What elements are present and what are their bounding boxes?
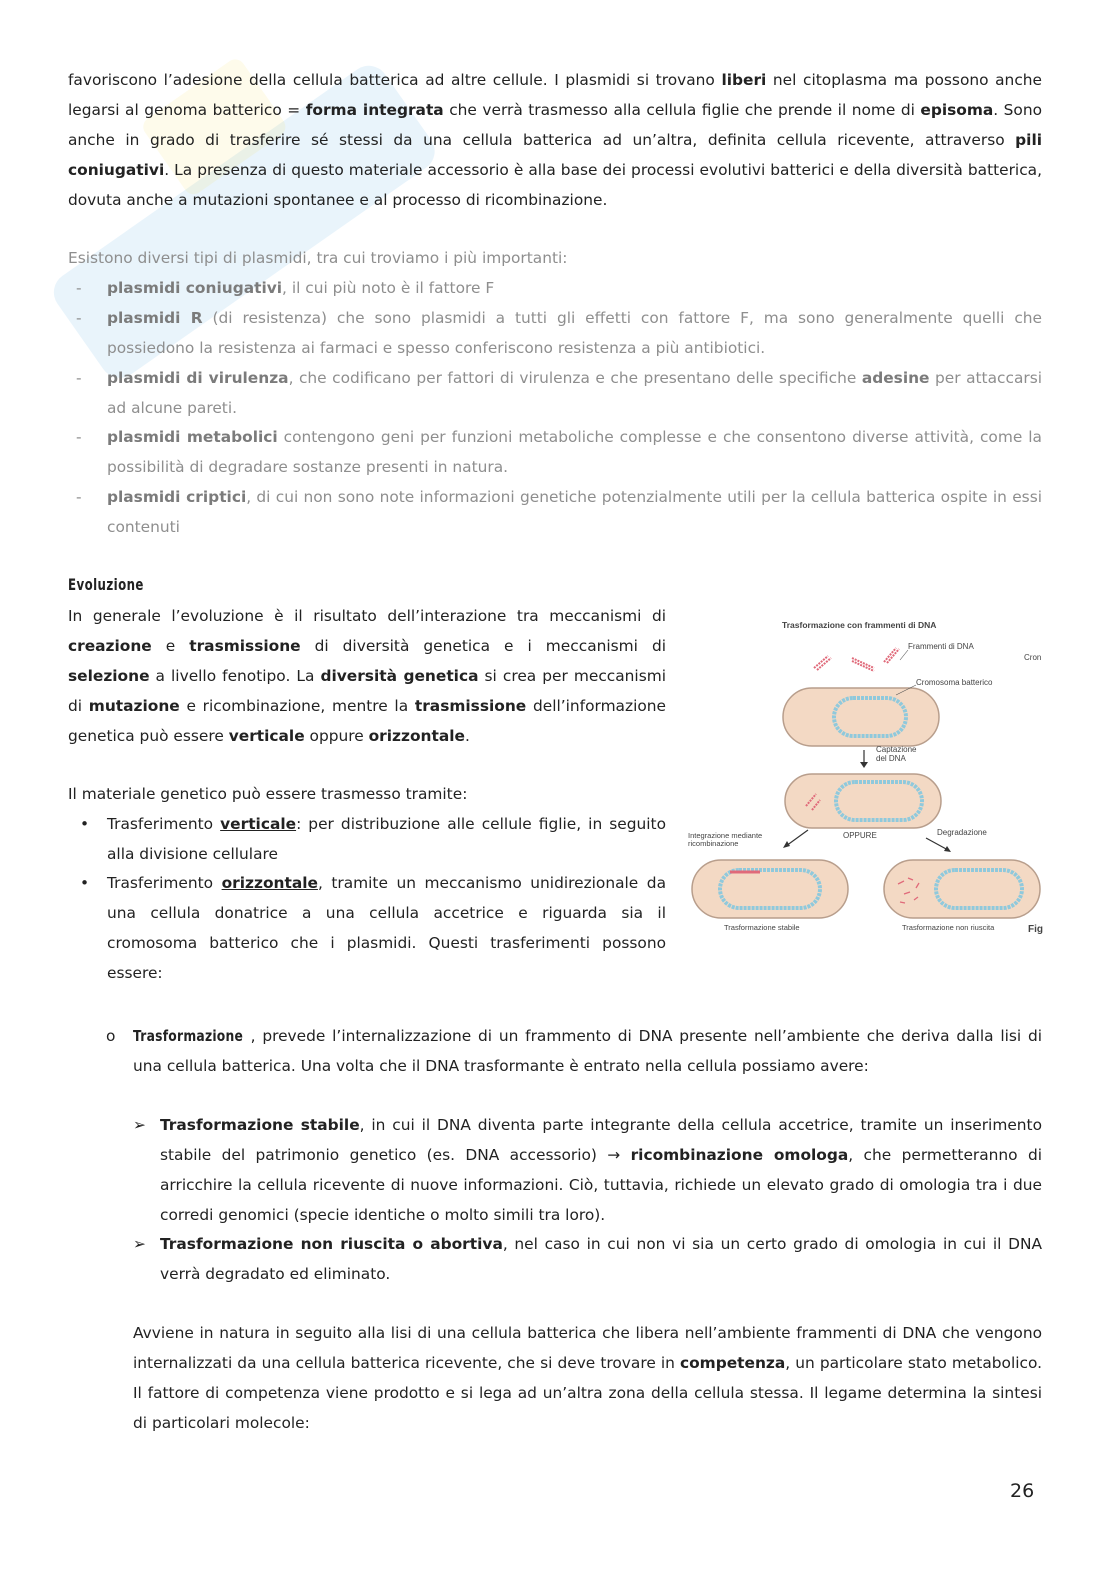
document-page: favoriscono l’adesione della cellula batterica ad altre cellule. I plasmidi si trovano liberi nel citoplasma ma possono anche legarsi al genoma batterico = forma integrata che verrà trasmesso alla cellula figlie che prende il nome di episoma. Sono anche in grado di trasferire sé stessi da una cellula batterica ad un’altra, definita cellula ricevente, attraverso pili coniugativi. La presenza di questo materiale accessorio è alla base dei processi evolutivi batterici e della diversità batterica, dovuta anche a mutazioni spontanee e al processo di ricombinazione. Esistono diversi tipi di plasmidi, tra cui troviamo i più importanti: - plasmidi coniugativi, il cui più noto è il fattore F - plasmidi R (di resistenza) che sono plasmidi a tutti gli effetti con fattore F, ma sono generalmente quelli che possiedono la resistenza ai farmaci e spesso conferiscono resistenza a più antibiotici. - plasmidi di virulenza, che codificano per fattori di virulenza e che presentano delle specifiche adesine per attaccarsi ad alcune pareti. - plasmidi metabolici contengono geni per funzioni metaboliche complesse e che consentono diverse attività, come la possibilità di degradare sostanze presenti in natura. - plasmidi criptici, di cui non sono note informazioni genetiche potenzialmente utili per la cellula batterica ospite in essi contenuti Evoluzione In generale l’evoluzione è il risultato dell’interazione tra meccanismi di creazione e trasmissione di diversità genetica e i meccanismi di selezione a livello fenotipo. La diversità genetica si crea per meccanismi di mutazione e ricombinazione, mentre la trasmissione dell’informazione genetica può essere verticale oppure orizzontale. Il materiale genetico può essere trasmesso tramite: • Trasferimento verticale: per distribuzione alle cellule figlie, in seguito alla divisione cellulare • Trasferimento orizzontale, tramite un meccanismo unidirezionale da una cellula donatrice a una cellula accetrice e riguarda sia il cromosoma batterico che i plasmidi. Questi trasferimenti possono essere: Trasformazione con frammenti di DNA Frammenti di DNA Cron Cromosoma batterico Captazione del DNA Integrazione mediante ricombinazione OPPURE Degradazione Trasformazione stabile Trasformazione non riuscita Fig o Trasformazione , prevede l’internalizzazione di un frammento di DNA presente nell’ambiente che deriva dalla lisi di una cellula batterica. Una volta che il DNA trasformante è entrato nella cellula possiamo avere: ➢ Trasformazione stabile, in cui il DNA diventa parte integrante della cellula accetrice, tramite un inserimento stabile del patrimonio genetico (es. DNA accessorio) → ricombinazione omologa, che permetteranno di arricchire la cellula ricevente di nuove informazioni. Ciò, tuttavia, richiede un elevato grado di omologia tra i due corredi genomici (specie identiche o molto simili tra loro). ➢ Trasformazione non riuscita o abortiva, nel caso in cui non vi sia un certo grado di omologia in cui il DNA verrà degradato ed eliminato. Avviene in natura in seguito alla lisi di una cellula batterica che libera nell’ambiente frammenti di DNA che vengono internalizzati da una cellula batterica ricevente, che si deve trovare in competenza, un particolare stato metabolico. Il fattore di competenza viene prodotto e si lega ad un’altra zona della cellula stessa. Il legame determina la sintesi di particolari molecole: 26: [0, 0, 1116, 1579]
intro-paragraph: favoriscono l’adesione della cellula batterica ad altre cellule. I plasmidi si trovano liberi nel citoplasma ma possono anche legarsi al genoma batterico = forma integrata che verrà trasmesso alla cellula figlie che prende il nome di episoma. Sono anche in grado di trasferire sé stessi da una cellula batterica ad un’altra, definita cellula ricevente, attraverso pili coniugativi. La presenza di questo materiale accessorio è alla base dei processi evolutivi batterici e della diversità batterica, dovuta anche a mutazioni spontanee e al processo di ricombinazione.: [68, 71, 1043, 209]
arrow-down-icon: [860, 750, 868, 768]
figure-label-oppure: OPPURE: [843, 831, 877, 840]
figure-label-degradazione: Degradazione: [937, 828, 987, 837]
transmission-intro: Il materiale genetico può essere trasmesso tramite:: [68, 785, 468, 803]
plasmid-types-intro: Esistono diversi tipi di plasmidi, tra cui troviamo i più importanti:: [68, 249, 568, 267]
dna-fragment-icons: [814, 648, 908, 671]
bacterial-cell-top: [783, 685, 939, 746]
figure-label-captazione: Captazione: [876, 745, 917, 754]
page-number: 26: [1010, 1480, 1035, 1502]
figure-label-frammenti: Frammenti di DNA: [908, 642, 974, 651]
figure-label-integrazione: Integrazione mediante: [688, 831, 763, 840]
figure-label-captazione-2: del DNA: [876, 754, 906, 763]
evoluzione-paragraph: In generale l’evoluzione è il risultato dell’interazione tra meccanismi di creazione e trasmissione di diversità genetica e i meccanismi di selezione a livello fenotipo. La diversità genetica si crea per meccanismi di mutazione e ricombinazione, mentre la trasmissione dell’informazione genetica può essere verticale oppure orizzontale.: [68, 607, 666, 745]
competence-paragraph: Avviene in natura in seguito alla lisi di una cellula batterica che libera nell’ambiente frammenti di DNA che vengono internalizzati da una cellula batterica ricevente, che si deve trovare in competenza, un particolare stato metabolico. Il fattore di competenza viene prodotto e si lega ad un’altra zona della cellula stessa. Il legame determina la sintesi di particolari molecole:: [133, 1324, 1042, 1432]
figure-label-fig: Fig: [1028, 924, 1043, 935]
arrow-right-icon: [926, 838, 951, 852]
bacterial-cell-middle: [785, 774, 941, 828]
figure-label-cron: Cron: [1024, 653, 1042, 662]
bacterial-cell-failed: [884, 860, 1040, 918]
bacterial-cell-stable: [692, 860, 848, 918]
figure-label-integrazione-2: ricombinazione: [688, 839, 739, 848]
arrow-left-icon: [783, 830, 808, 848]
subheading-trasformazione: Trasformazione: [133, 1027, 244, 1045]
section-heading-evoluzione: Evoluzione: [68, 575, 144, 594]
transformation-figure: [686, 610, 1056, 950]
figure-label-stabile: Trasformazione stabile: [724, 923, 800, 932]
figure-label-non-riuscita: Trasformazione non riuscita: [902, 923, 995, 932]
figure-title: Trasformazione con frammenti di DNA: [782, 620, 937, 630]
figure-label-cromosoma: Cromosoma batterico: [916, 678, 993, 687]
